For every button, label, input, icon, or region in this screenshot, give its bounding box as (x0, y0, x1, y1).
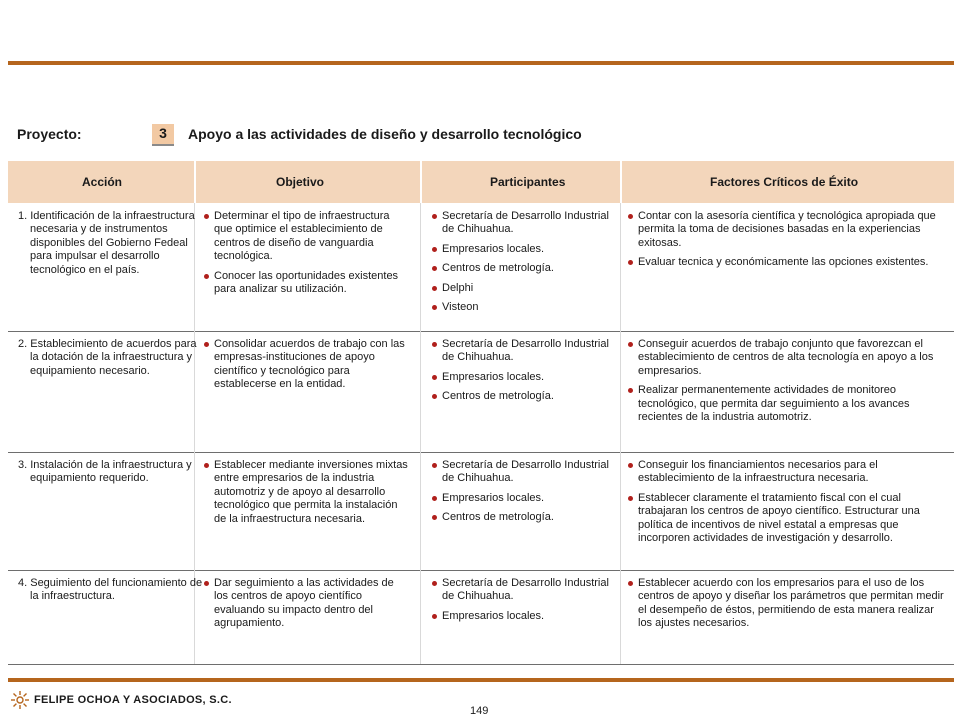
bullet-icon (432, 286, 437, 291)
bullet-icon (204, 214, 209, 219)
list-item-text: Establecer mediante inversiones mixtas entre empresarios de la industria automotriz y de apoyo al desarrollo tecnológico que permita la instalación de la infraestructura necesaria. (214, 459, 408, 525)
header-objetivo: Objetivo (276, 175, 325, 189)
list-item-text: Evaluar tecnica y económicamente las opciones existentes. (638, 256, 929, 269)
column-divider (420, 452, 421, 570)
table-row (8, 570, 954, 665)
project-number-badge: 3 (152, 124, 174, 146)
bullet-icon (628, 388, 633, 393)
cell-accion: 1. Identificación de la infraestructura necesaria y de instrumentos disponibles del Gobierno Fedeal para impulsar el desarrollo tecnológico en el país. (18, 210, 195, 276)
list-item (432, 338, 612, 365)
list-item (432, 301, 612, 314)
bullet-icon (432, 496, 437, 501)
table-row (8, 203, 954, 332)
list-item-text: Establecer claramente el tratamiento fiscal con el cual trabajaran los centros de apoyo científico. Estructurar una política de incentivos de nivel estatal a empresas que incorporen actividades de investigación y desarrollo. (638, 491, 920, 545)
cell-accion: 4. Seguimiento del funcionamiento de la infraestructura. (18, 577, 203, 603)
bullet-icon (628, 342, 633, 347)
column-divider (420, 203, 421, 331)
list-item (204, 270, 409, 297)
bullet-icon (432, 515, 437, 520)
list-item-text: Visteon (442, 301, 479, 314)
header-divider (194, 161, 196, 203)
cell-accion: 3. Instalación de la infraestructura y equipamiento requerido. (18, 459, 192, 485)
list-item-text: Dar seguimiento a las actividades de los centros de apoyo científico evaluando su impacto dentro del agrupamiento. (214, 577, 394, 630)
bullet-icon (432, 394, 437, 399)
header-divider (420, 161, 422, 203)
list-item (204, 210, 409, 264)
bullet-icon (432, 614, 437, 619)
list-item (628, 459, 948, 486)
list-item-text: Centros de metrología. (442, 511, 554, 524)
bullet-icon (628, 581, 633, 586)
bullet-icon (628, 496, 633, 501)
company-logo-icon (10, 690, 30, 710)
list-item-text: Empresarios locales. (442, 370, 545, 383)
project-heading (0, 124, 960, 146)
bullet-icon (204, 274, 209, 279)
header-factores: Factores Críticos de Éxito (710, 175, 859, 189)
cell-participantes (432, 459, 612, 531)
list-item-text: Conseguir acuerdos de trabajo conjunto que favorezcan el establecimiento de centros de alta tecnología en apoyo a los empresarios. (638, 338, 934, 377)
cell-factores (628, 459, 948, 551)
list-item-text: Contar con la asesoría científica y tecnológica apropiada que permita la toma de decisiones basadas en la experiencias exitosas. (638, 210, 936, 249)
bullet-icon (432, 247, 437, 252)
cell-accion: 2. Establecimiento de acuerdos para la dotación de la infraestructura y equipamiento necesario. (18, 338, 197, 377)
footer-company: FELIPE OCHOA Y ASOCIADOS, S.C. (34, 694, 232, 706)
bullet-icon (204, 463, 209, 468)
list-item (204, 577, 409, 631)
bullet-icon (432, 305, 437, 310)
column-divider (620, 331, 621, 452)
bullet-icon (432, 214, 437, 219)
list-item-text: Conseguir los financiamientos necesarios para el establecimiento de la infraestructura necesaria. (638, 459, 878, 485)
cell-objetivo (204, 338, 409, 398)
list-item-text: Empresarios locales. (442, 491, 545, 504)
list-item (628, 384, 948, 424)
cell-factores (628, 577, 948, 637)
top-rule (8, 61, 954, 65)
page-number: 149 (470, 705, 489, 717)
header-participantes: Participantes (490, 175, 566, 189)
column-divider (620, 203, 621, 331)
cell-participantes (432, 210, 612, 320)
list-item (432, 371, 612, 384)
bullet-icon (432, 581, 437, 586)
column-divider (420, 570, 421, 664)
cell-factores (628, 338, 948, 430)
bullet-icon (432, 266, 437, 271)
bullet-icon (204, 342, 209, 347)
cell-objetivo (204, 577, 409, 637)
column-divider (420, 331, 421, 452)
list-item (628, 577, 948, 631)
list-item-text: Conocer las oportunidades existentes para analizar su utilización. (214, 269, 399, 296)
list-item (432, 577, 612, 604)
list-item (628, 338, 948, 378)
list-item (432, 459, 612, 486)
list-item-text: Consolidar acuerdos de trabajo con las empresas-instituciones de apoyo científico y tecnológico para establecerse en la entidad. (214, 338, 405, 391)
list-item-text: Centros de metrología. (442, 390, 554, 403)
bullet-icon (628, 260, 633, 265)
bullet-icon (432, 375, 437, 380)
cell-participantes (432, 338, 612, 410)
header-accion: Acción (82, 175, 123, 189)
list-item (204, 338, 409, 392)
list-item (628, 256, 948, 269)
list-item-text: Empresarios locales. (442, 609, 545, 622)
list-item-text: Delphi (442, 281, 474, 294)
cell-participantes (432, 577, 612, 629)
list-item (432, 243, 612, 256)
table-row (8, 331, 954, 453)
list-item-text: Secretaría de Desarrollo Industrial de Chihuahua. (442, 338, 609, 364)
bullet-icon (628, 214, 633, 219)
column-divider (620, 452, 621, 570)
header-divider (620, 161, 622, 203)
list-item (204, 459, 409, 526)
list-item (432, 262, 612, 275)
table-row (8, 452, 954, 571)
project-label: Proyecto: (17, 126, 82, 142)
cell-objetivo (204, 459, 409, 532)
list-item-text: Establecer acuerdo con los empresarios para el uso de los centros de apoyo y diseñar los parámetros que permitan medir el desempeño de éstos, permitiendo de esta manera realizar los ajustes necesarios. (638, 577, 944, 630)
list-item-text: Empresarios locales. (442, 242, 545, 255)
table-header (8, 161, 954, 203)
list-item (432, 390, 612, 403)
list-item (628, 492, 948, 546)
cell-objetivo (204, 210, 409, 302)
list-item (432, 610, 612, 623)
list-item-text: Determinar el tipo de infraestructura que optimice el establecimiento de centros de diseño de vanguardia tecnológica. (214, 210, 390, 263)
project-title: Apoyo a las actividades de diseño y desarrollo tecnológico (188, 126, 582, 142)
cell-factores (628, 210, 948, 276)
list-item (628, 210, 948, 250)
bullet-icon (628, 463, 633, 468)
bullet-icon (432, 342, 437, 347)
list-item (432, 511, 612, 524)
bottom-rule (8, 678, 954, 682)
list-item-text: Secretaría de Desarrollo Industrial de Chihuahua. (442, 459, 609, 485)
list-item (432, 492, 612, 505)
bullet-icon (204, 581, 209, 586)
list-item (432, 210, 612, 237)
list-item-text: Secretaría de Desarrollo Industrial de Chihuahua. (442, 577, 609, 603)
list-item-text: Secretaría de Desarrollo Industrial de Chihuahua. (442, 210, 609, 236)
list-item (432, 282, 612, 295)
list-item-text: Realizar permanentemente actividades de monitoreo tecnológico, que permita dar seguimiento a los avances recientes de la industria automotriz. (638, 384, 910, 424)
column-divider (620, 570, 621, 664)
bullet-icon (432, 463, 437, 468)
list-item-text: Centros de metrología. (442, 262, 554, 275)
